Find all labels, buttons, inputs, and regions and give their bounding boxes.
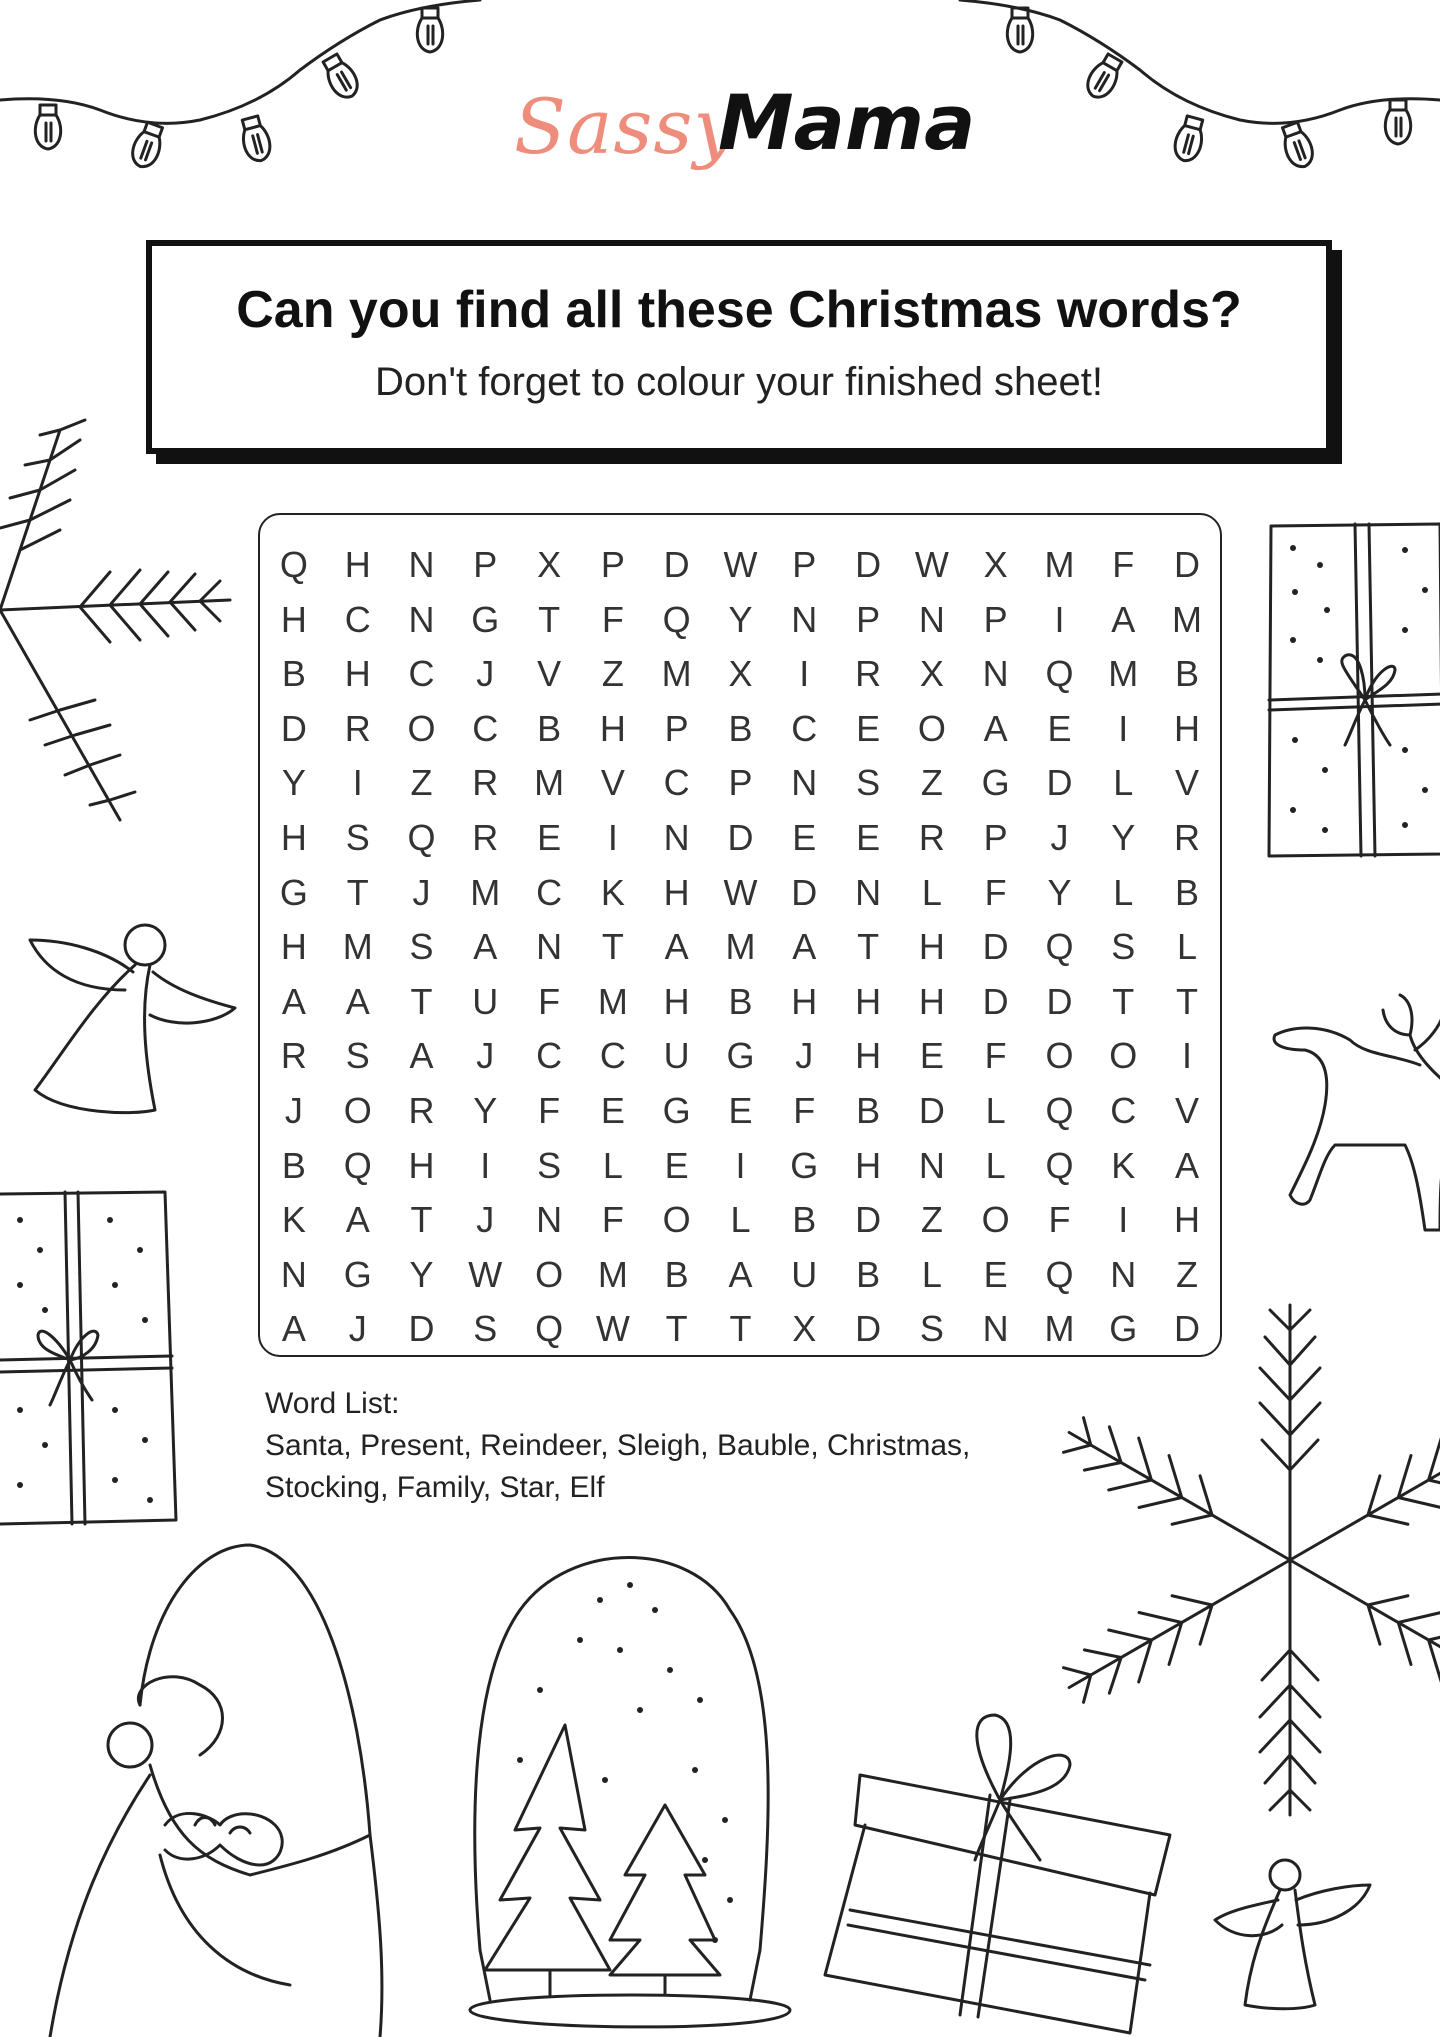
grid-letter[interactable]: Y	[281, 762, 306, 804]
grid-letter[interactable]: Y	[1111, 817, 1136, 858]
word-list-heading: Word List:	[265, 1387, 400, 1420]
grid-letter[interactable]: C	[1110, 1090, 1137, 1131]
grid-letter[interactable]: G	[471, 598, 500, 640]
grid-letter[interactable]: E	[856, 817, 881, 858]
grid-letter[interactable]: S	[919, 1308, 944, 1350]
word-search-grid	[258, 513, 1222, 1357]
grid-letter[interactable]: S	[1111, 926, 1136, 968]
grid-letter[interactable]: P	[856, 598, 881, 640]
grid-letter[interactable]: F	[601, 1199, 624, 1241]
grid-letter[interactable]: I	[1182, 1035, 1193, 1077]
grid-letter[interactable]: C	[536, 1035, 563, 1077]
grid-letter[interactable]: Q	[407, 817, 436, 858]
string-lights-right-icon	[960, 0, 1440, 190]
grid-letter[interactable]: Z	[920, 762, 943, 804]
grid-letter[interactable]: L	[985, 1090, 1006, 1131]
grid-letter[interactable]: M	[1172, 598, 1203, 640]
grid-row	[262, 975, 1219, 1029]
grid-letter[interactable]: W	[914, 544, 949, 585]
grid-letter[interactable]: O	[343, 1090, 372, 1131]
grid-letter[interactable]: H	[791, 980, 818, 1022]
grid-letter[interactable]: D	[408, 1308, 435, 1350]
grid-letter[interactable]: W	[723, 544, 758, 585]
grid-letter[interactable]: L	[921, 1253, 942, 1295]
grid-row	[262, 538, 1219, 592]
grid-letter[interactable]: P	[473, 544, 498, 585]
grid-letter[interactable]: H	[280, 926, 307, 968]
grid-letter[interactable]: E	[856, 707, 881, 749]
grid-letter[interactable]: S	[856, 762, 881, 804]
grid-letter[interactable]: Z	[920, 1199, 943, 1241]
grid-row	[262, 1248, 1219, 1302]
grid-letter[interactable]: J	[348, 1308, 367, 1350]
grid-letter[interactable]: X	[792, 1308, 817, 1350]
grid-letter[interactable]: O	[1045, 1035, 1074, 1077]
grid-letter[interactable]: L	[1113, 762, 1134, 804]
grid-letter[interactable]: C	[536, 871, 563, 913]
grid-letter[interactable]: M	[1044, 1308, 1075, 1350]
grid-letter[interactable]: Y	[409, 1253, 434, 1295]
grid-letter[interactable]: N	[791, 598, 818, 640]
grid-letter[interactable]: M	[661, 653, 692, 695]
grid-letter[interactable]: B	[537, 707, 562, 749]
grid-letter[interactable]: X	[537, 544, 562, 585]
grid-letter[interactable]: O	[407, 707, 436, 749]
grid-letter[interactable]: E	[537, 817, 562, 858]
grid-letter[interactable]: E	[664, 1144, 689, 1186]
grid-letter[interactable]: N	[408, 544, 435, 585]
grid-letter[interactable]: E	[1047, 707, 1072, 749]
grid-letter[interactable]: V	[537, 653, 562, 695]
grid-letter[interactable]: D	[1174, 544, 1201, 585]
grid-letter[interactable]: T	[729, 1308, 752, 1350]
grid-letter[interactable]: B	[856, 1090, 881, 1131]
grid-letter[interactable]: M	[725, 926, 756, 968]
reindeer-icon	[1265, 995, 1440, 1235]
grid-letter[interactable]: C	[472, 707, 499, 749]
grid-letter[interactable]: J	[476, 1035, 495, 1077]
grid-letter[interactable]: F	[1048, 1199, 1071, 1241]
grid-letter[interactable]: E	[728, 1090, 753, 1131]
title-box	[146, 240, 1332, 454]
grid-letter[interactable]: Q	[1045, 926, 1074, 968]
grid-letter[interactable]: L	[602, 1144, 623, 1186]
grid-letter[interactable]: H	[408, 1144, 435, 1186]
grid-letter[interactable]: R	[472, 762, 499, 804]
grid-letter[interactable]: N	[791, 762, 818, 804]
grid-letter[interactable]: U	[663, 1035, 690, 1077]
grid-letter[interactable]: K	[600, 871, 625, 913]
grid-letter[interactable]: N	[536, 1199, 563, 1241]
grid-letter[interactable]: G	[279, 871, 308, 913]
santa-icon	[30, 1535, 400, 2037]
grid-letter[interactable]: G	[726, 1035, 755, 1077]
grid-letter[interactable]: R	[280, 1035, 307, 1077]
grid-letter[interactable]: A	[345, 1199, 370, 1241]
grid-letter[interactable]: P	[664, 707, 689, 749]
grid-letter[interactable]: R	[1174, 817, 1201, 858]
grid-letter[interactable]: T	[410, 1199, 433, 1241]
grid-letter[interactable]: J	[284, 1090, 303, 1131]
grid-letter[interactable]: A	[664, 926, 689, 968]
grid-letter[interactable]: A	[792, 926, 817, 968]
grid-letter[interactable]: P	[792, 544, 817, 585]
grid-letter[interactable]: N	[663, 817, 690, 858]
grid-letter[interactable]: Q	[1045, 1144, 1074, 1186]
snowflake-branch-left-icon	[0, 390, 240, 840]
grid-letter[interactable]: F	[984, 1035, 1007, 1077]
grid-letter[interactable]: G	[1109, 1308, 1138, 1350]
grid-letter[interactable]: O	[917, 707, 946, 749]
grid-letter[interactable]: D	[855, 1199, 882, 1241]
word-list-line-2: Stocking, Family, Star, Elf	[265, 1471, 605, 1504]
grid-row	[262, 593, 1219, 647]
grid-letter[interactable]: H	[344, 544, 371, 585]
grid-letter[interactable]: B	[1175, 871, 1200, 913]
grid-letter[interactable]: R	[344, 707, 371, 749]
grid-letter[interactable]: G	[343, 1253, 372, 1295]
grid-letter[interactable]: I	[1118, 707, 1129, 749]
grid-letter[interactable]: H	[855, 980, 882, 1022]
grid-letter[interactable]: N	[918, 1144, 945, 1186]
grid-letter[interactable]: T	[538, 598, 561, 640]
grid-letter[interactable]: H	[344, 653, 371, 695]
grid-letter[interactable]: W	[468, 1253, 503, 1295]
grid-letter[interactable]: H	[663, 980, 690, 1022]
grid-letter[interactable]: K	[1111, 1144, 1136, 1186]
grid-letter[interactable]: F	[793, 1090, 816, 1131]
grid-letter[interactable]: M	[534, 762, 565, 804]
grid-letter[interactable]: Q	[1045, 1253, 1074, 1295]
grid-letter[interactable]: F	[1112, 544, 1135, 585]
grid-letter[interactable]: A	[281, 1308, 306, 1350]
grid-letter[interactable]: I	[480, 1144, 491, 1186]
grid-letter[interactable]: D	[1174, 1308, 1201, 1350]
grid-letter[interactable]: D	[982, 926, 1009, 968]
grid-letter[interactable]: R	[918, 817, 945, 858]
grid-row	[262, 647, 1219, 701]
grid-letter[interactable]: A	[983, 707, 1008, 749]
grid-letter[interactable]: H	[855, 1035, 882, 1077]
grid-letter[interactable]: H	[1174, 707, 1201, 749]
grid-letter[interactable]: M	[597, 980, 628, 1022]
grid-letter[interactable]: J	[795, 1035, 814, 1077]
grid-letter[interactable]: E	[792, 817, 817, 858]
grid-letter[interactable]: B	[728, 707, 753, 749]
grid-letter[interactable]: A	[728, 1253, 753, 1295]
grid-letter[interactable]: Q	[279, 544, 308, 585]
string-lights-left-icon	[0, 0, 480, 190]
grid-letter[interactable]: M	[597, 1253, 628, 1295]
grid-letter[interactable]: X	[983, 544, 1008, 585]
grid-letter[interactable]: L	[985, 1144, 1006, 1186]
grid-letter[interactable]: E	[919, 1035, 944, 1077]
grid-letter[interactable]: N	[918, 598, 945, 640]
grid-letter[interactable]: S	[345, 817, 370, 858]
grid-letter[interactable]: D	[280, 707, 307, 749]
grid-letter[interactable]: P	[728, 762, 753, 804]
grid-letter[interactable]: M	[470, 871, 501, 913]
grid-letter[interactable]: W	[723, 871, 758, 913]
grid-letter[interactable]: P	[600, 544, 625, 585]
grid-letter[interactable]: N	[536, 926, 563, 968]
grid-letter[interactable]: H	[280, 817, 307, 858]
grid-letter[interactable]: D	[663, 544, 690, 585]
logo-mama: Mama	[718, 78, 976, 167]
grid-letter[interactable]: N	[855, 871, 882, 913]
grid-letter[interactable]: M	[342, 926, 373, 968]
grid-letter[interactable]: K	[281, 1199, 306, 1241]
grid-letter[interactable]: T	[1176, 980, 1199, 1022]
grid-letter[interactable]: D	[1046, 980, 1073, 1022]
grid-row	[262, 1193, 1219, 1247]
grid-letter[interactable]: B	[1175, 653, 1200, 695]
grid-row	[262, 920, 1219, 974]
grid-letter[interactable]: A	[345, 980, 370, 1022]
grid-letter[interactable]: D	[855, 544, 882, 585]
grid-letter[interactable]: N	[1110, 1253, 1137, 1295]
grid-letter[interactable]: F	[984, 871, 1007, 913]
grid-letter[interactable]: J	[476, 653, 495, 695]
grid-letter[interactable]: H	[918, 980, 945, 1022]
grid-letter[interactable]: E	[983, 1253, 1008, 1295]
grid-letter[interactable]: C	[408, 653, 435, 695]
grid-letter[interactable]: V	[1175, 1090, 1200, 1131]
grid-letter[interactable]: H	[855, 1144, 882, 1186]
page-title: Can you find all these Christmas words?	[236, 281, 1242, 339]
grid-letter[interactable]: J	[476, 1199, 495, 1241]
grid-letter[interactable]: S	[345, 1035, 370, 1077]
logo-sassy: Sassy	[514, 82, 738, 171]
grid-letter[interactable]: O	[1109, 1035, 1138, 1077]
grid-letter[interactable]: F	[601, 598, 624, 640]
grid-letter[interactable]: I	[607, 817, 618, 858]
grid-letter[interactable]: Q	[535, 1308, 564, 1350]
grid-letter[interactable]: C	[344, 598, 371, 640]
grid-letter[interactable]: I	[352, 762, 363, 804]
grid-letter[interactable]: B	[856, 1253, 881, 1295]
grid-letter[interactable]: D	[1046, 762, 1073, 804]
grid-letter[interactable]: H	[1174, 1199, 1201, 1241]
grid-letter[interactable]: T	[857, 926, 880, 968]
snow-globe-icon	[460, 1530, 800, 2037]
grid-letter[interactable]: U	[791, 1253, 818, 1295]
grid-letter[interactable]: N	[408, 598, 435, 640]
grid-letter[interactable]: J	[1050, 817, 1069, 858]
grid-letter[interactable]: N	[280, 1253, 307, 1295]
grid-letter[interactable]: D	[918, 1090, 945, 1131]
grid-letter[interactable]: A	[409, 1035, 434, 1077]
grid-letter[interactable]: S	[409, 926, 434, 968]
grid-row	[262, 702, 1219, 756]
grid-letter[interactable]: G	[981, 762, 1010, 804]
grid-letter[interactable]: L	[730, 1199, 751, 1241]
grid-letter[interactable]: A	[473, 926, 498, 968]
grid-row	[262, 756, 1219, 810]
grid-letter[interactable]: D	[855, 1308, 882, 1350]
grid-letter[interactable]: R	[855, 653, 882, 695]
grid-letter[interactable]: Q	[1045, 1090, 1074, 1131]
grid-letter[interactable]: D	[791, 871, 818, 913]
grid-letter[interactable]: R	[408, 1090, 435, 1131]
grid-letter[interactable]: F	[538, 1090, 561, 1131]
grid-letter[interactable]: U	[472, 980, 499, 1022]
word-list-line-1: Santa, Present, Reindeer, Sleigh, Bauble, Christmas,	[265, 1429, 971, 1462]
grid-row	[262, 1139, 1219, 1193]
grid-letter[interactable]: S	[473, 1308, 498, 1350]
grid-letter[interactable]: V	[600, 762, 625, 804]
grid-letter[interactable]: T	[1112, 980, 1135, 1022]
grid-letter[interactable]: Y	[473, 1090, 498, 1131]
grid-letter[interactable]: Z	[601, 653, 624, 695]
angel-small-icon	[1210, 1855, 1380, 2015]
grid-letter[interactable]: I	[1054, 598, 1065, 640]
grid-letter[interactable]: H	[280, 598, 307, 640]
gift-box-bottom-icon	[800, 1655, 1180, 2037]
grid-letter[interactable]: O	[535, 1253, 564, 1295]
grid-letter[interactable]: H	[918, 926, 945, 968]
grid-letter[interactable]: B	[281, 653, 306, 695]
gift-box-right-icon	[1265, 520, 1440, 860]
grid-letter[interactable]: C	[663, 762, 690, 804]
grid-letter[interactable]: V	[1175, 762, 1200, 804]
grid-letter[interactable]: H	[599, 707, 626, 749]
grid-letter[interactable]: T	[346, 871, 369, 913]
grid-letter[interactable]: I	[735, 1144, 746, 1186]
grid-letter[interactable]: N	[982, 1308, 1009, 1350]
grid-letter[interactable]: Y	[1047, 871, 1072, 913]
grid-letter[interactable]: P	[983, 817, 1008, 858]
grid-letter[interactable]: S	[537, 1144, 562, 1186]
grid-letter[interactable]: F	[538, 980, 561, 1022]
grid-letter[interactable]: H	[663, 871, 690, 913]
grid-letter[interactable]: M	[1108, 653, 1139, 695]
grid-letter[interactable]: B	[728, 980, 753, 1022]
grid-letter[interactable]: Y	[728, 598, 753, 640]
grid-letter[interactable]: J	[412, 871, 431, 913]
grid-letter[interactable]: I	[1118, 1199, 1129, 1241]
grid-letter[interactable]: A	[1175, 1144, 1200, 1186]
grid-letter[interactable]: A	[1111, 598, 1136, 640]
grid-letter[interactable]: Z	[410, 762, 433, 804]
grid-letter[interactable]: L	[921, 871, 942, 913]
grid-letter[interactable]: M	[1044, 544, 1075, 585]
word-list	[265, 1383, 1005, 1509]
grid-row	[262, 866, 1219, 920]
grid-letter[interactable]: N	[982, 653, 1009, 695]
grid-letter[interactable]: B	[792, 1199, 817, 1241]
grid-letter[interactable]: Z	[1176, 1253, 1199, 1295]
grid-letter[interactable]: B	[664, 1253, 689, 1295]
grid-letter[interactable]: Q	[343, 1144, 372, 1186]
grid-letter[interactable]: D	[982, 980, 1009, 1022]
grid-letter[interactable]: T	[601, 926, 624, 968]
grid-letter[interactable]: P	[983, 598, 1008, 640]
grid-row	[262, 811, 1219, 865]
grid-letter[interactable]: E	[600, 1090, 625, 1131]
grid-letter[interactable]: D	[727, 817, 754, 858]
grid-row	[262, 1029, 1219, 1083]
grid-letter[interactable]: W	[595, 1308, 630, 1350]
sassy-mama-logo	[510, 78, 976, 188]
grid-letter[interactable]: Q	[662, 598, 691, 640]
grid-letter[interactable]: A	[281, 980, 306, 1022]
grid-letter[interactable]: B	[281, 1144, 306, 1186]
grid-letter[interactable]: Q	[1045, 653, 1074, 695]
grid-letter[interactable]: T	[410, 980, 433, 1022]
grid-letter[interactable]: I	[799, 653, 810, 695]
grid-letter[interactable]: G	[662, 1090, 691, 1131]
grid-letter[interactable]: X	[728, 653, 753, 695]
grid-letter[interactable]: R	[472, 817, 499, 858]
grid-letter[interactable]: G	[790, 1144, 819, 1186]
angel-left-icon	[25, 920, 245, 1120]
gift-box-left-icon	[0, 1190, 180, 1525]
grid-letter[interactable]: X	[919, 653, 944, 695]
grid-letter[interactable]: C	[599, 1035, 626, 1077]
grid-letter[interactable]: T	[665, 1308, 688, 1350]
grid-letter[interactable]: O	[662, 1199, 691, 1241]
grid-row	[262, 1084, 1219, 1138]
grid-letter[interactable]: L	[1113, 871, 1134, 913]
grid-letter[interactable]: C	[791, 707, 818, 749]
grid-letter[interactable]: L	[1177, 926, 1198, 968]
page-subtitle: Don't forget to colour your finished sheet!	[374, 360, 1104, 404]
grid-letter[interactable]: O	[981, 1199, 1010, 1241]
